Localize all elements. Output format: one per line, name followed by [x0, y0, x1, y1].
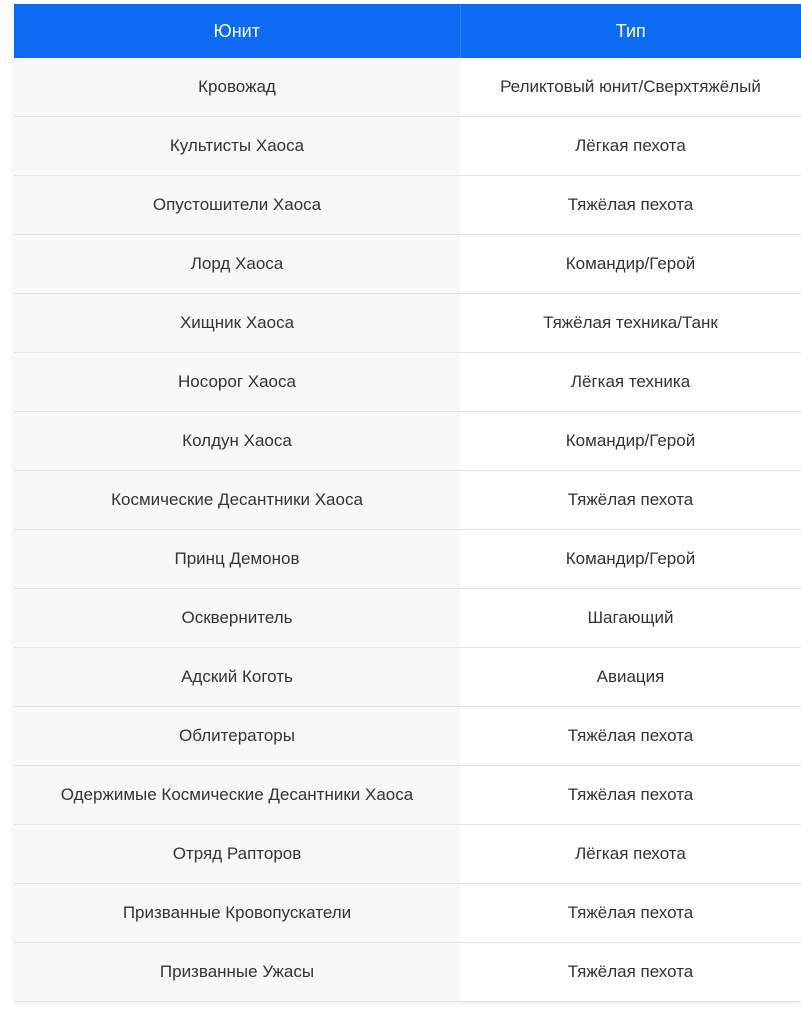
table-row: [14, 176, 801, 235]
header-row: [14, 4, 801, 58]
unit-cell: Призванные Кровопускатели: [14, 884, 460, 943]
table-row: [14, 825, 801, 884]
table-row: [14, 884, 801, 943]
units-table: [14, 4, 801, 1002]
header-type: Тип: [460, 4, 801, 58]
type-cell: Лёгкая пехота: [460, 117, 801, 176]
unit-cell: Хищник Хаоса: [14, 294, 460, 353]
type-cell: Шагающий: [460, 589, 801, 648]
table-row: [14, 766, 801, 825]
unit-cell: Лорд Хаоса: [14, 235, 460, 294]
table-row: [14, 294, 801, 353]
type-cell: Командир/Герой: [460, 412, 801, 471]
table-row: [14, 471, 801, 530]
type-cell: Лёгкая пехота: [460, 825, 801, 884]
type-cell: Реликтовый юнит/Сверхтяжёлый: [460, 58, 801, 117]
table-row: [14, 117, 801, 176]
type-cell: Авиация: [460, 648, 801, 707]
table-row: [14, 353, 801, 412]
table-row: [14, 707, 801, 766]
units-table-container: [14, 4, 801, 1002]
unit-cell: Адский Коготь: [14, 648, 460, 707]
unit-cell: Колдун Хаоса: [14, 412, 460, 471]
unit-cell: Принц Демонов: [14, 530, 460, 589]
unit-cell: Космические Десантники Хаоса: [14, 471, 460, 530]
unit-cell: Отряд Рапторов: [14, 825, 460, 884]
table-row: [14, 530, 801, 589]
type-cell: Лёгкая техника: [460, 353, 801, 412]
type-cell: Командир/Герой: [460, 530, 801, 589]
type-cell: Тяжёлая пехота: [460, 176, 801, 235]
unit-cell: Опустошители Хаоса: [14, 176, 460, 235]
unit-cell: Носорог Хаоса: [14, 353, 460, 412]
table-header: [14, 4, 801, 58]
unit-cell: Осквернитель: [14, 589, 460, 648]
unit-cell: Облитераторы: [14, 707, 460, 766]
type-cell: Тяжёлая техника/Танк: [460, 294, 801, 353]
header-unit: Юнит: [14, 4, 460, 58]
table-row: [14, 648, 801, 707]
table-row: [14, 412, 801, 471]
type-cell: Тяжёлая пехота: [460, 943, 801, 1002]
type-cell: Тяжёлая пехота: [460, 766, 801, 825]
unit-cell: Кровожад: [14, 58, 460, 117]
type-cell: Тяжёлая пехота: [460, 884, 801, 943]
table-row: [14, 235, 801, 294]
unit-cell: Призванные Ужасы: [14, 943, 460, 1002]
type-cell: Тяжёлая пехота: [460, 707, 801, 766]
table-row: [14, 943, 801, 1002]
unit-cell: Культисты Хаоса: [14, 117, 460, 176]
type-cell: Тяжёлая пехота: [460, 471, 801, 530]
unit-cell: Одержимые Космические Десантники Хаоса: [14, 766, 460, 825]
type-cell: Командир/Герой: [460, 235, 801, 294]
table-row: [14, 589, 801, 648]
table-row: [14, 58, 801, 117]
table-body: [14, 58, 801, 1002]
